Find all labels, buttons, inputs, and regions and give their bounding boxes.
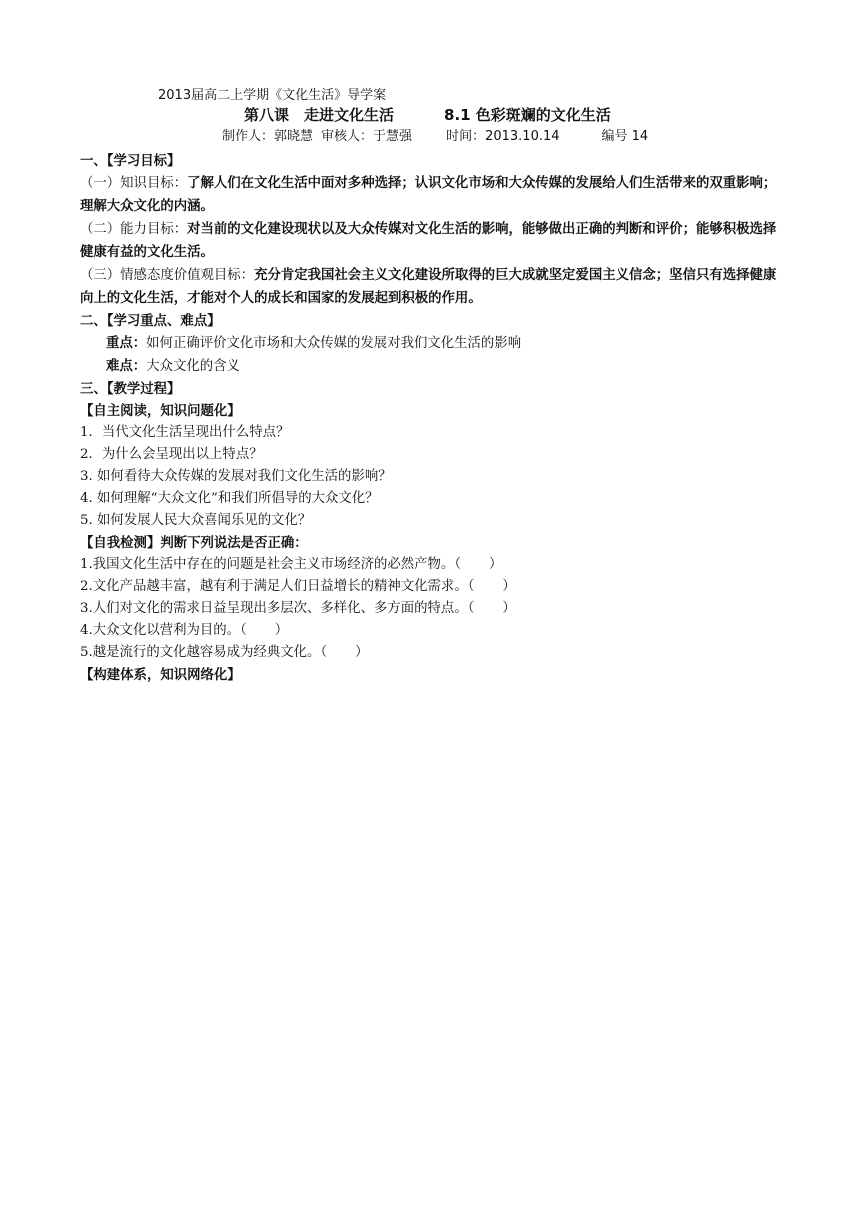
answer-paren-open: （ <box>467 601 475 616</box>
difficulty-label: 难点： <box>106 358 147 374</box>
judgement-text: 4.大众文化以营利为目的。 <box>80 623 241 638</box>
self-check-heading: 【自我检测】判断下列说法是否正确： <box>80 535 308 551</box>
credits-line <box>222 125 648 144</box>
judgement-text: 3.人们对文化的需求日益呈现出多层次、多样化、多方面的特点。 <box>80 601 468 616</box>
focus-text: 如何正确评价文化市场和大众传媒的发展对我们文化生活的影响 <box>146 336 522 351</box>
document-body <box>80 150 780 686</box>
judgement-item <box>80 576 780 598</box>
judgement-item <box>80 642 780 664</box>
knowledge-goal <box>80 172 780 218</box>
judgement-text: 5.越是流行的文化越容易成为经典文化。 <box>80 645 321 660</box>
reading-heading: 【自主阅读，知识问题化】 <box>80 403 241 419</box>
emotion-goal <box>80 264 780 310</box>
answer-paren-close: ） <box>274 623 289 638</box>
answer-paren-open: （ <box>320 645 328 660</box>
goals-heading: 一、【学习目标】 <box>80 153 181 169</box>
answer-paren-open: （ <box>240 623 247 638</box>
difficulty-text: 大众文化的含义 <box>146 359 240 374</box>
answer-paren-open: （ <box>467 579 475 594</box>
question-item: 4. 如何理解“大众文化”和我们所倡导的大众文化？ <box>80 491 379 506</box>
reviewer-name: 于慧强 <box>373 129 413 144</box>
question-item: 2．为什么会呈现出以上特点？ <box>80 447 263 462</box>
lesson-name: 第八课 走进文化生活 <box>244 106 395 124</box>
focus-point <box>80 332 780 355</box>
answer-paren-close: ） <box>355 645 369 660</box>
judgement-item <box>80 598 780 620</box>
knowledge-goal-label: （一）知识目标： <box>80 176 188 191</box>
author-name: 郭晓慧 <box>274 129 314 144</box>
date-label: 时间： <box>446 129 486 144</box>
document-header <box>0 0 860 150</box>
focus-label: 重点： <box>106 335 147 351</box>
author-label: 制作人： <box>222 129 275 144</box>
series-title: 2013届高二上学期《文化生活》导学案 <box>158 88 387 103</box>
answer-paren-close: ） <box>489 557 503 572</box>
ability-goal-text: 对当前的文化建设现状以及大众传媒对文化生活的影响，能够做出正确的判断和评价；能够积极选择健康有益的文化生活。 <box>80 221 777 260</box>
lesson-title <box>244 104 611 125</box>
doc-number: 编号 14 <box>601 129 649 144</box>
judgement-item <box>80 554 780 576</box>
difficulty-point <box>80 355 780 378</box>
judgement-item <box>80 620 780 642</box>
section-name: 8.1 色彩斑斓的文化生活 <box>444 106 611 124</box>
process-heading: 三、【教学过程】 <box>80 381 181 397</box>
network-heading: 【构建体系，知识网络化】 <box>80 667 241 683</box>
date-value: 2013.10.14 <box>485 129 560 144</box>
key-points-heading: 二、【学习重点、难点】 <box>80 313 221 329</box>
reviewer-label: 审核人： <box>321 129 374 144</box>
judgement-text: 1.我国文化生活中存在的问题是社会主义市场经济的必然产物。 <box>80 557 455 572</box>
question-item: 5. 如何发展人民大众喜闻乐见的文化？ <box>80 513 312 528</box>
question-item: 3. 如何看待大众传媒的发展对我们文化生活的影响？ <box>80 469 392 484</box>
answer-paren-close: ） <box>502 601 516 616</box>
answer-paren-open: （ <box>454 557 462 572</box>
ability-goal <box>80 218 780 264</box>
emotion-goal-text: 充分肯定我国社会主义文化建设所取得的巨大成就坚定爱国主义信念；坚信只有选择健康向上的文化生活，才能对个人的成长和国家的发展起到积极的作用。 <box>80 267 777 306</box>
answer-paren-close: ） <box>502 579 516 594</box>
emotion-goal-label: （三）情感态度价值观目标： <box>80 268 255 283</box>
ability-goal-label: （二）能力目标： <box>80 222 188 237</box>
knowledge-goal-text: 了解人们在文化生活中面对多种选择；认识文化市场和大众传媒的发展给人们生活带来的双重影响；理解大众文化的内涵。 <box>80 175 777 214</box>
judgement-text: 2.文化产品越丰富，越有利于满足人们日益增长的精神文化需求。 <box>80 579 468 594</box>
question-item: 1．当代文化生活呈现出什么特点？ <box>80 425 290 440</box>
